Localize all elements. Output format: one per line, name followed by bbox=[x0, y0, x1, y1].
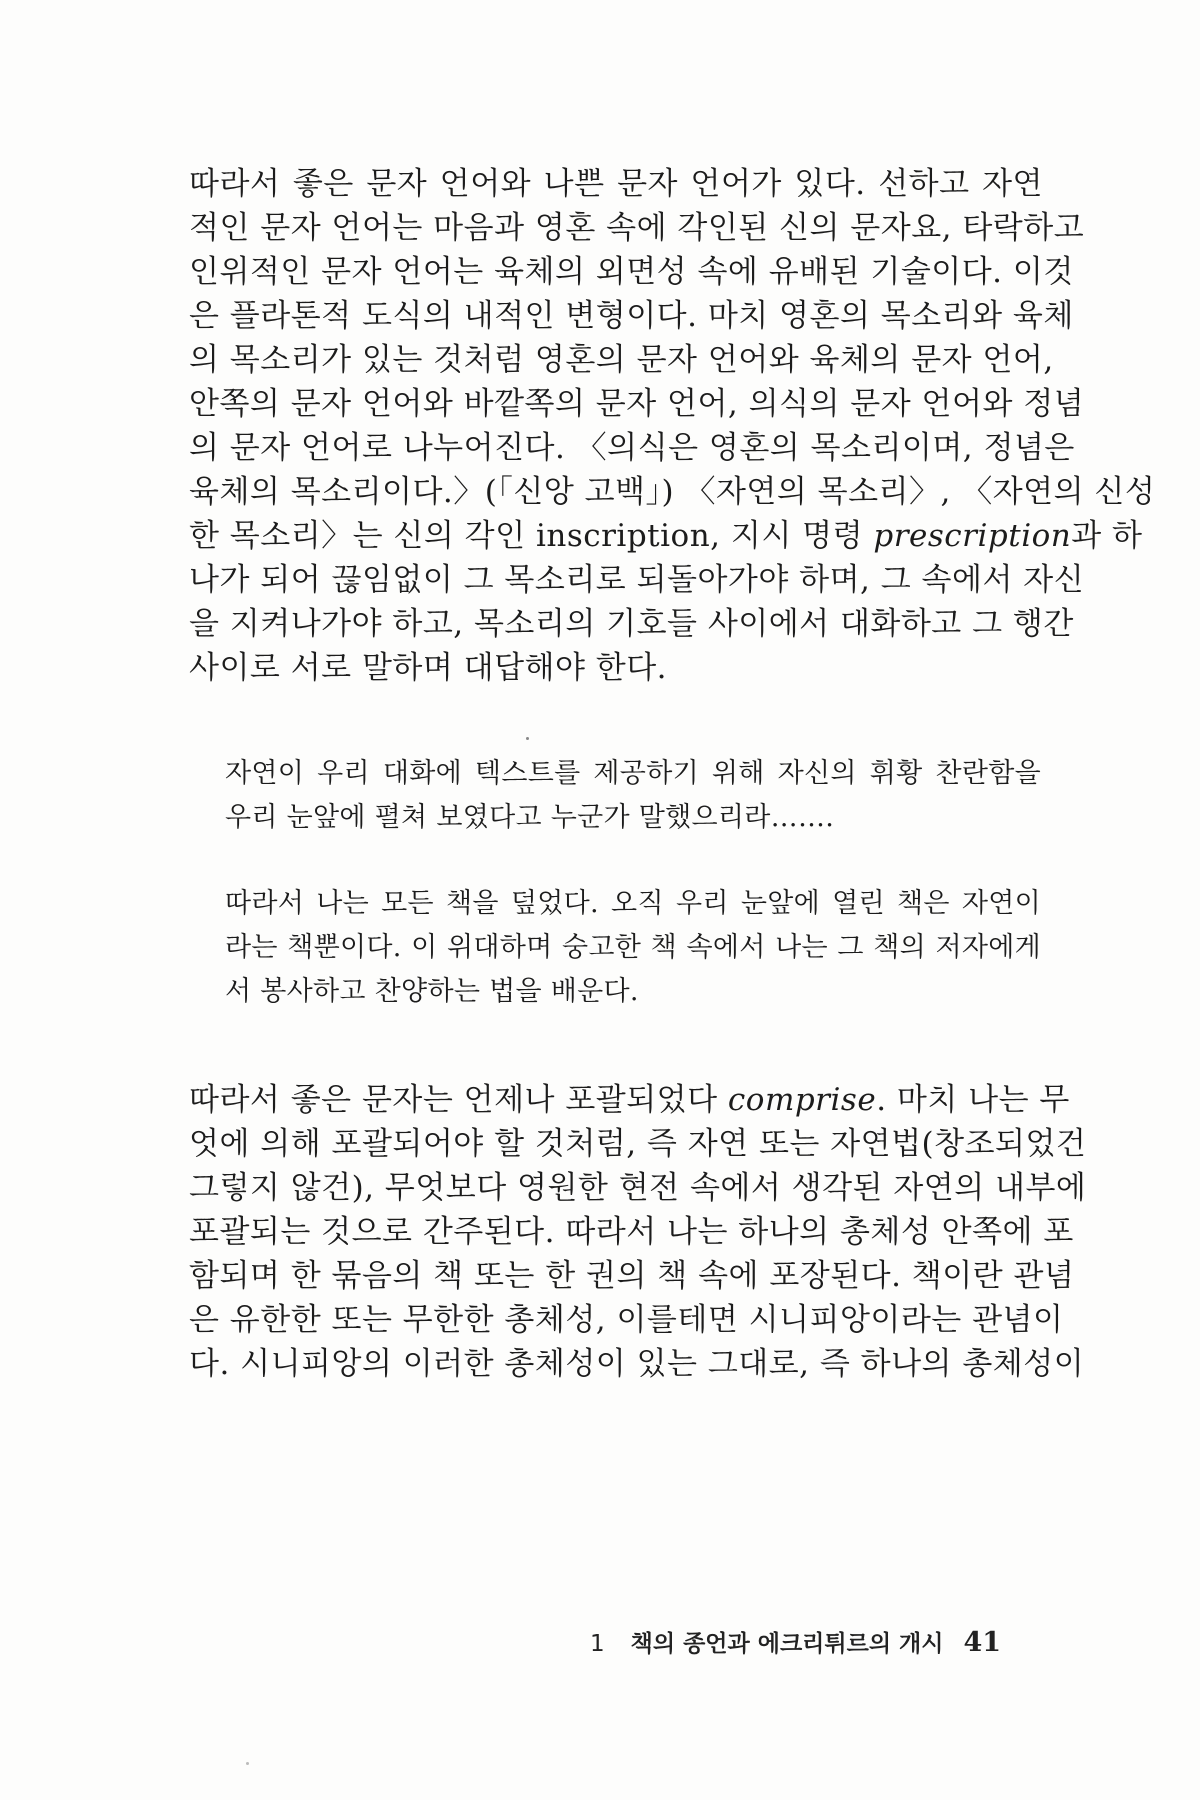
paragraph-2-line: 엇에 의해 포괄되어야 할 것처럼, 즉 자연 또는 자연법(창조되었건 bbox=[189, 1126, 1087, 1162]
block-quote-1 bbox=[225, 752, 1041, 840]
quote-line: 라는 책뿐이다. 이 위대하며 숭고한 책 속에서 나는 그 책의 저자에게 bbox=[225, 932, 1041, 963]
paragraph-1-line: 안쪽의 문자 언어와 바깥쪽의 문자 언어, 의식의 문자 언어와 정념 bbox=[189, 386, 1085, 422]
chapter-number: 1 bbox=[590, 1631, 605, 1657]
paragraph-1-line: 인위적인 문자 언어는 육체의 외면성 속에 유배된 기술이다. 이것 bbox=[189, 254, 1074, 290]
paragraph-1-line: 은 플라톤적 도식의 내적인 변형이다. 마치 영혼의 목소리와 육체 bbox=[189, 298, 1074, 334]
paragraph-1-line: 적인 문자 언어는 마음과 영혼 속에 각인된 신의 문자요, 타락하고 bbox=[189, 210, 1085, 246]
quote-line: 따라서 나는 모든 책을 덮었다. 오직 우리 눈앞에 열린 책은 자연이 bbox=[225, 888, 1041, 919]
paragraph-2-line: 다. 시니피앙의 이러한 총체성이 있는 그대로, 즉 하나의 총체성이 bbox=[189, 1346, 1085, 1382]
paragraph-2-line: 함되며 한 묶음의 책 또는 한 권의 책 속에 포장된다. 책이란 관념 bbox=[189, 1258, 1075, 1294]
page-number: 41 bbox=[963, 1627, 1002, 1658]
paragraph-1-line: 의 문자 언어로 나누어진다. 〈의식은 영혼의 목소리이며, 정념은 bbox=[189, 430, 1075, 466]
line-text: 한 목소리〉는 신의 각인 bbox=[189, 518, 526, 554]
paragraph-1-line: 따라서 좋은 문자 언어와 나쁜 문자 언어가 있다. 선하고 자연 bbox=[189, 166, 1043, 202]
paragraph-1-line: 육체의 목소리이다.〉(「신앙 고백」) 〈자연의 목소리〉, 〈자연의 신성 bbox=[189, 474, 1156, 510]
foreign-term: inscription bbox=[535, 518, 711, 554]
line-text: 과 하 bbox=[1071, 518, 1143, 554]
quote-line: 자연이 우리 대화에 텍스트를 제공하기 위해 자신의 휘황 찬란함을 bbox=[225, 758, 1041, 789]
paragraph-2-line: 그렇지 않건), 무엇보다 영원한 현전 속에서 생각된 자연의 내부에 bbox=[189, 1170, 1087, 1206]
paragraph-1-line: 나가 되어 끊임없이 그 목소리로 되돌아가야 하며, 그 속에서 자신 bbox=[189, 562, 1085, 598]
paragraph-1-line: 의 목소리가 있는 것처럼 영혼의 문자 언어와 육체의 문자 언어, bbox=[189, 342, 1054, 378]
line-text: . 마치 나는 무 bbox=[876, 1082, 1070, 1118]
paragraph-1-line: 을 지켜나가야 하고, 목소리의 기호들 사이에서 대화하고 그 행간 bbox=[189, 606, 1074, 642]
paragraph-1-line bbox=[189, 514, 1143, 558]
foreign-term-italic: prescription bbox=[873, 518, 1072, 554]
paragraph-2-line: 은 유한한 또는 무한한 총체성, 이를테면 시니피앙이라는 관념이 bbox=[189, 1302, 1064, 1338]
paragraph-2-line: 포괄되는 것으로 간주된다. 따라서 나는 하나의 총체성 안쪽에 포 bbox=[189, 1214, 1074, 1250]
line-text: 따라서 좋은 문자는 언제나 포괄되었다 bbox=[189, 1082, 718, 1118]
foreign-term-italic: comprise bbox=[727, 1082, 877, 1118]
scan-speck bbox=[526, 737, 529, 740]
page-footer bbox=[590, 1623, 1010, 1663]
paragraph-2-line bbox=[189, 1078, 1070, 1122]
chapter-title: 책의 종언과 에크리튀르의 개시 bbox=[630, 1631, 944, 1657]
scan-speck bbox=[246, 1762, 249, 1765]
paragraph-1-line: 사이로 서로 말하며 대답해야 한다. bbox=[189, 650, 668, 686]
quote-line: 우리 눈앞에 펼쳐 보였다고 누군가 말했으리라……. bbox=[225, 802, 835, 833]
block-quote-2 bbox=[225, 882, 1041, 1014]
line-text: , 지시 명령 bbox=[710, 518, 864, 554]
paragraph-1 bbox=[189, 162, 1156, 690]
paragraph-2 bbox=[189, 1078, 1087, 1386]
quote-line: 서 봉사하고 찬양하는 법을 배운다. bbox=[225, 976, 639, 1007]
